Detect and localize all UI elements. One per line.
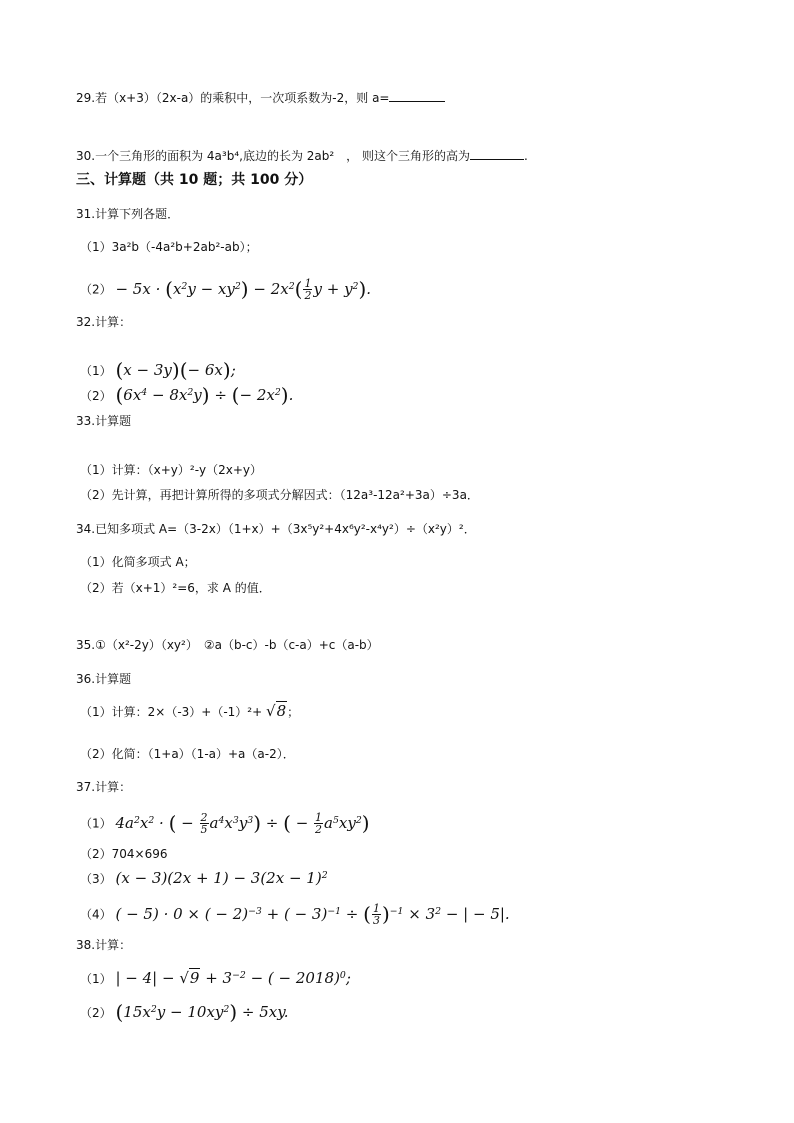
part-label: （2） bbox=[80, 389, 112, 403]
question-33-part-2: （2）先计算，再把计算所得的多项式分解因式：（12a³-12a²+3a）÷3a． bbox=[80, 488, 479, 502]
math-expression: | − $4| - √9 + 3^{-2}$ − ( − 2018)$^0$; bbox=[115, 969, 351, 987]
question-38-part-2 bbox=[80, 1000, 289, 1024]
part-label: （4） bbox=[80, 907, 112, 922]
question-37-part-2: （2）704×696 bbox=[80, 847, 168, 861]
sqrt-8: √8 bbox=[266, 702, 287, 720]
question-32-title: 32.计算： bbox=[76, 315, 132, 329]
question-32-part-2 bbox=[80, 383, 294, 407]
answer-blank[interactable] bbox=[389, 90, 445, 102]
question-37-part-4 bbox=[80, 903, 510, 926]
math-expression: $4a^2x^2$ · ( − $\frac{2}{5}$ $a^4x^3y^3$) ÷ ( − $\frac{1}{2}$ $a^5xy^2$) bbox=[115, 810, 370, 836]
part-label: （3） bbox=[80, 872, 112, 886]
part-end: ； bbox=[287, 705, 300, 719]
part-label: （2） bbox=[80, 282, 112, 297]
math-expression: $(15x^2y - 10xy^2) \div 5xy$. bbox=[115, 1000, 289, 1024]
question-32-part-1 bbox=[80, 358, 236, 382]
part-label: （1） bbox=[80, 972, 112, 986]
fraction-two-fifths: $\frac{2}{5}$ bbox=[200, 811, 208, 836]
section-heading: 三、计算题（共 10 题；共 100 分） bbox=[76, 172, 313, 188]
math-expression: $(x - 3)(2x + 1) - 3(2x - 1)^2$ bbox=[115, 869, 328, 887]
fraction-third: $\frac{1}{3}$ bbox=[372, 902, 380, 927]
question-29-text: 29.若（x+3）（2x-a）的乘积中，一次项系数为-2，则 a= bbox=[76, 91, 390, 105]
question-31-part-2 bbox=[80, 278, 371, 301]
part-label: （2） bbox=[80, 1006, 112, 1020]
math-expression: (x − 3y)(− 6x); bbox=[115, 358, 236, 382]
question-36-part-1 bbox=[80, 703, 299, 720]
question-36-part-2: （2）化简：（1+a）（1-a）+a（a-2）． bbox=[80, 747, 295, 761]
question-34-part-2: （2）若（x+1）²=6，求 A 的值． bbox=[80, 581, 271, 595]
question-31-part-1: （1）3a²b（-4a²b+2ab²-ab）； bbox=[80, 240, 258, 254]
part-text: （1）计算：2×（-3）+（-1）²+ bbox=[80, 705, 263, 719]
question-37-part-3 bbox=[80, 870, 328, 887]
question-37-part-1 bbox=[80, 812, 370, 835]
question-37-title: 37.计算： bbox=[76, 780, 132, 794]
question-35: 35.①（x²-2y）（xy²） ②a（b-c）-b（c-a）+c（a-b） bbox=[76, 638, 379, 652]
fraction-half: $\frac{1}{2}$ bbox=[304, 277, 312, 302]
question-34-title: 34.已知多项式 A=（3-2x）（1+x）+（3x⁵y²+4x⁶y²-x⁴y²）÷（x²y）²． bbox=[76, 522, 476, 536]
part-label: （1） bbox=[80, 816, 112, 831]
question-30 bbox=[76, 148, 528, 164]
question-30-end: . bbox=[524, 149, 528, 163]
math-expression: ( − 5) · 0 × ( − 2)$^{-3}$ + ( − 3)$^{-1}$ ÷ ( $\frac{1}{3}$ )$^{-1} \times 3^2$ − | − 5|. bbox=[115, 901, 510, 927]
question-31-title: 31.计算下列各题． bbox=[76, 207, 180, 221]
question-29 bbox=[76, 90, 445, 106]
question-30-text: 30.一个三角形的面积为 4a³b⁴,底边的长为 2ab² ， 则这个三角形的高为 bbox=[76, 149, 470, 163]
question-38-part-1 bbox=[80, 970, 351, 987]
question-33-part-1: （1）计算：（x+y）²-y（2x+y） bbox=[80, 463, 263, 477]
math-expression: − $5x \cdot (x^2y - xy^2) - 2x^2$( $\frac{1}{2}$ $y + y^2$). bbox=[115, 276, 372, 302]
question-33-title: 33.计算题 bbox=[76, 414, 132, 428]
question-36-title: 36.计算题 bbox=[76, 672, 132, 686]
question-34-part-1: （1）化简多项式 A； bbox=[80, 555, 196, 569]
part-label: （1） bbox=[80, 364, 112, 378]
answer-blank[interactable] bbox=[470, 148, 524, 160]
fraction-half: $\frac{1}{2}$ bbox=[315, 811, 323, 836]
math-expression: $(6x^4 - 8x^2y)$ ÷ (− $2x^2$). bbox=[115, 383, 294, 407]
question-38-title: 38.计算： bbox=[76, 938, 132, 952]
